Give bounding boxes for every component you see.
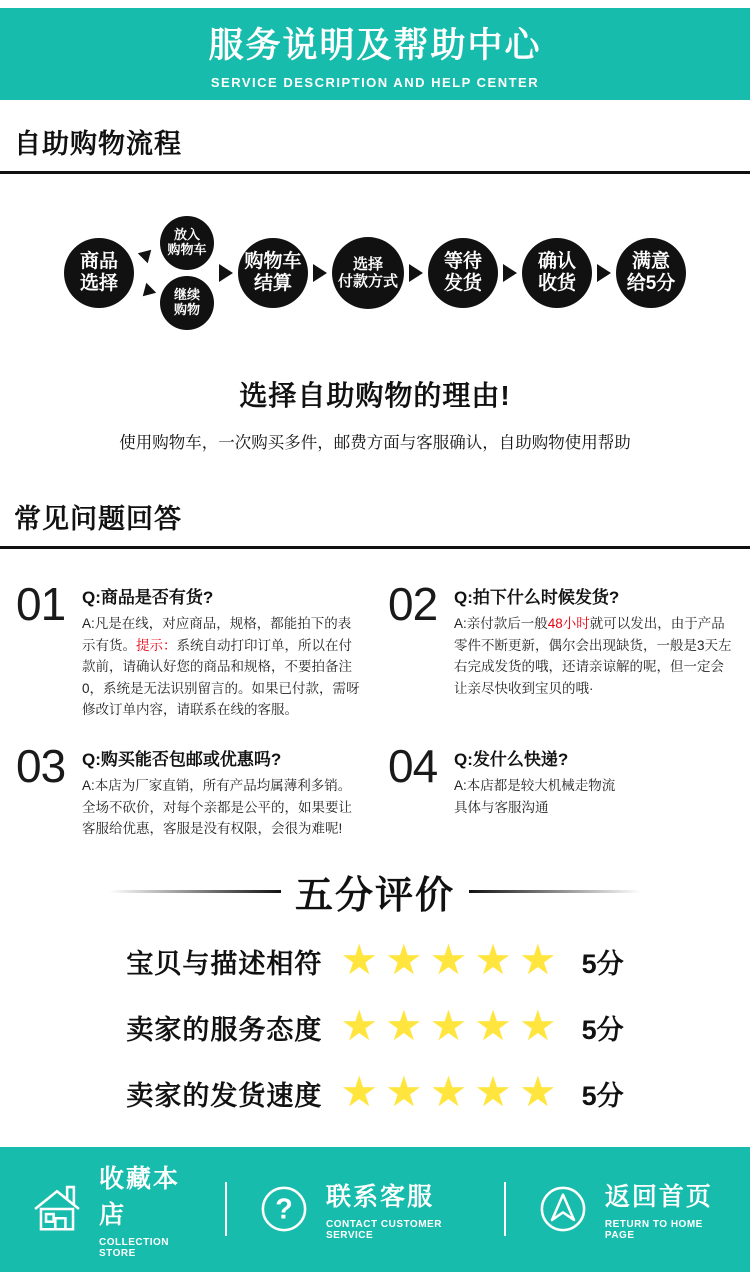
flow-branch-circles: [160, 216, 214, 330]
rating-title: 五分评价: [294, 874, 455, 917]
faq-item-4: [388, 739, 734, 840]
faq-answer: [454, 613, 734, 699]
flow-step-label: 继续: [173, 287, 200, 303]
reasons-section: [0, 368, 750, 479]
flow-step-label: 发货: [443, 273, 482, 294]
faq-grid: [0, 549, 750, 848]
faq-answer: [82, 775, 362, 840]
house-icon: [30, 1182, 84, 1236]
five-star-icons: ★★★★★: [340, 1001, 564, 1049]
rating-score: 5分: [581, 1081, 624, 1112]
rating-row-description: [0, 935, 750, 985]
flow-section-title: 自助购物流程: [14, 129, 182, 159]
flow-step-payment-method: [332, 237, 404, 309]
faq-answer: [454, 775, 734, 818]
flow-step-label: 选择: [352, 255, 383, 273]
flow-step-add-to-cart: [160, 216, 214, 270]
shopping-flow-diagram: [0, 174, 750, 368]
flow-step-cart-checkout: [238, 238, 308, 308]
faq-item-2: [388, 578, 734, 721]
five-star-icons: ★★★★★: [340, 935, 564, 983]
flow-step-label: 选择: [79, 273, 118, 294]
footer-item-label: 收藏本店: [99, 1165, 181, 1230]
faq-answer-highlight: 48小时: [547, 616, 590, 631]
faq-question: Q:购买能否包邮或优惠吗?: [82, 749, 282, 769]
arrow-icon: [536, 1182, 590, 1236]
footer-item-sublabel: CONTACT CUSTOMER SERVICE: [325, 1219, 442, 1242]
faq-item-3: [16, 739, 362, 840]
flow-step-label: 等待: [443, 251, 482, 273]
question-icon: [257, 1182, 311, 1236]
page-subtitle: SERVICE DESCRIPTION AND HELP CENTER: [210, 75, 540, 90]
reasons-subtitle: 使用购物车，一次购买多件，邮费方面与客服确认，自助购物使用帮助: [119, 434, 631, 452]
faq-answer-text: 具体与客服沟通: [454, 799, 549, 815]
arrow-right-icon: [313, 264, 327, 282]
flow-step-confirm-receipt: [522, 238, 592, 308]
arrow-down-left-icon: [138, 283, 156, 301]
flow-step-label: 购物: [173, 302, 200, 317]
flow-step-label: 给5分: [626, 273, 676, 294]
faq-answer-text: 系统自动打印订单，所以在付款前，请确认好您的商品和规格，不要拍备注0，系统是无法识别留言的。如果已付款，需呀修改订单内容，请联系在线的客服。: [82, 637, 360, 718]
flow-branch-arrows: [141, 247, 153, 299]
faq-number: 04: [388, 739, 438, 792]
arrow-up-right-icon: [138, 245, 156, 263]
flow-step-wait-shipment: [428, 238, 498, 308]
collection-store-button[interactable]: [0, 1159, 225, 1259]
page-header: [0, 8, 750, 100]
footer-bar: [0, 1147, 750, 1272]
rating-row-shipping: [0, 1067, 750, 1117]
flow-step-label: 放入: [173, 227, 200, 243]
faq-question: Q:拍下什么时候发货?: [454, 588, 620, 607]
svg-text:?: ?: [275, 1193, 293, 1226]
flow-step-label: 结算: [253, 273, 292, 294]
faq-section-title: 常见问题回答: [14, 504, 182, 534]
arrow-right-icon: [597, 264, 611, 282]
arrow-right-icon: [219, 264, 233, 282]
faq-answer-text: A:凡是在线，对应商品，规格，都能拍下的表示有货。: [82, 616, 352, 653]
return-home-button[interactable]: [506, 1177, 750, 1241]
rating-label: 宝贝与描述相符: [126, 949, 323, 980]
faq-item-1: [16, 578, 362, 721]
flow-step-label: 付款方式: [337, 273, 398, 290]
rating-row-service: [0, 1001, 750, 1051]
rating-label: 卖家的服务态度: [126, 1015, 323, 1046]
rating-header: [0, 864, 750, 919]
flow-step-label: 收货: [537, 273, 576, 294]
faq-answer-text: A:亲付款后一般: [454, 616, 548, 631]
faq-question: Q:发什么快递?: [454, 749, 569, 769]
footer-item-sublabel: RETURN TO HOME PAGE: [604, 1219, 703, 1242]
flow-step-rate-five: [616, 238, 686, 308]
flow-step-label: 购物车: [244, 251, 302, 273]
decorative-line-right: [469, 890, 641, 893]
flow-step-product-select: [64, 238, 134, 308]
reasons-title: 选择自助购物的理由!: [239, 380, 511, 411]
flow-step-label: 满意: [631, 251, 670, 273]
contact-customer-service-button[interactable]: [227, 1177, 504, 1241]
flow-step-continue-shopping: [160, 276, 214, 330]
page-title: 服务说明及帮助中心: [208, 26, 542, 65]
rating-score: 5分: [581, 949, 624, 980]
rating-score: 5分: [581, 1015, 624, 1046]
flow-step-label: 确认: [537, 251, 576, 273]
arrow-right-icon: [409, 264, 423, 282]
rating-section: [0, 848, 750, 1117]
faq-answer-text: A:本店都是较大机械走物流: [454, 777, 616, 793]
faq-answer-highlight: 提示：: [136, 637, 177, 653]
decorative-line-left: [109, 890, 281, 893]
footer-item-label: 联系客服: [325, 1183, 434, 1212]
faq-answer-text: A:本店为厂家直销，所有产品均属薄利多销。全场不砍价，对每个亲都是公平的，如果要让客服给优惠，客服是没有权限，会很为难呢!: [82, 777, 352, 837]
faq-answer-text: 就可以发出，由于产品零件不断更新，偶尔会出现缺货，一般是3天左右完成发货的哦，还请亲谅解的呢，但一定会让亲尽快收到宝贝的哦·: [454, 616, 732, 696]
faq-section-header: [0, 479, 750, 549]
faq-number: 03: [16, 739, 66, 792]
footer-item-label: 返回首页: [604, 1183, 713, 1212]
five-star-icons: ★★★★★: [340, 1067, 564, 1115]
rating-label: 卖家的发货速度: [126, 1081, 323, 1112]
flow-step-label: 购物车: [167, 242, 207, 257]
footer-item-sublabel: COLLECTION STORE: [99, 1237, 169, 1260]
faq-answer: [82, 613, 362, 721]
flow-step-label: 商品: [79, 251, 118, 273]
faq-number: 01: [16, 578, 66, 630]
flow-section-header: [0, 100, 750, 174]
top-white-strip: [0, 0, 750, 8]
arrow-right-icon: [503, 264, 517, 282]
faq-number: 02: [388, 578, 438, 630]
faq-question: Q:商品是否有货?: [82, 588, 214, 607]
